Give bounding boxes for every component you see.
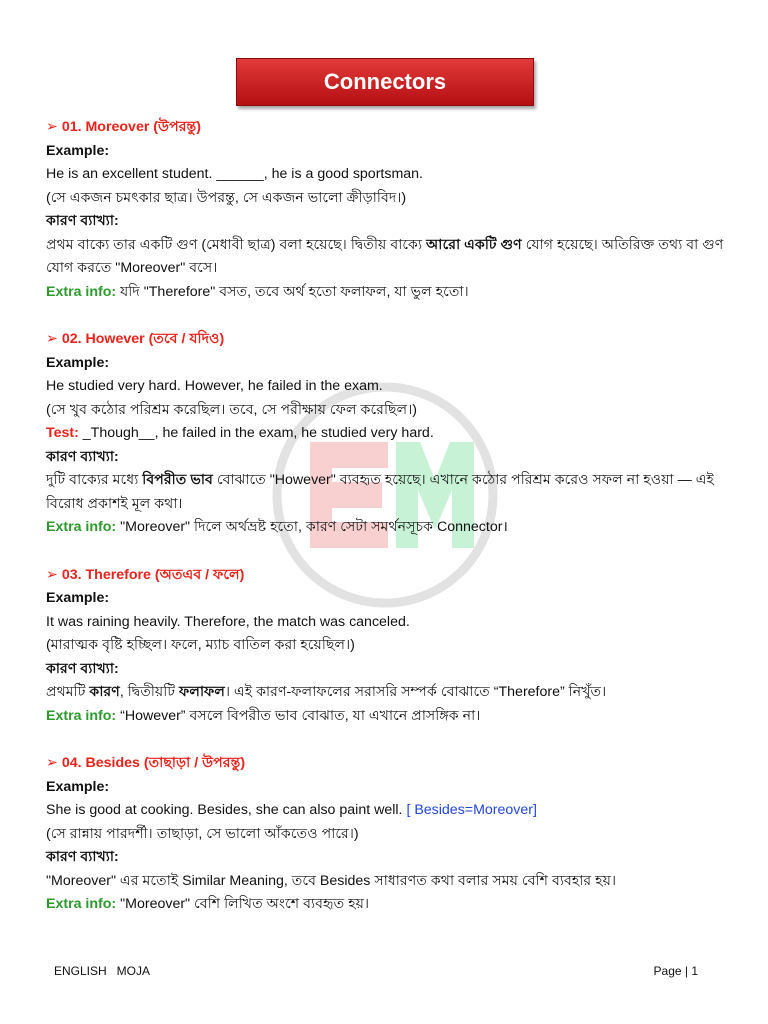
page-title: Connectors [236, 58, 534, 106]
reason-text [46, 681, 736, 705]
section-heading: ➢ 01. Moreover (উপরন্তু) [46, 119, 202, 135]
section-therefore [46, 564, 736, 729]
reason-text-part: যোগ হয়েছে। অতিরিক্ত তথ্য বা গুণ যোগ করতে "Moreover" বসে। [46, 236, 724, 276]
section-however [46, 328, 736, 540]
reason-label: কারণ ব্যাখ্যা: [46, 849, 119, 865]
reason-text-part: প্রথমটি [46, 684, 90, 700]
reason-label: কারণ ব্যাখ্যা: [46, 448, 119, 465]
reason-emphasis: বিপরীত ভাব [142, 472, 213, 488]
example-label: Example: [46, 590, 110, 606]
example-bengali: (সে রান্নায় পারদর্শী। তাছাড়া, সে ভালো আঁকতেও পারে।) [46, 825, 359, 842]
reason-label: কারণ ব্যাখ্যা: [46, 660, 119, 677]
document-body [46, 116, 736, 941]
extra-info-text: "Moreover" বেশি লিখিত অংশে ব্যবহৃত হয়। [116, 896, 370, 912]
reason-text [46, 234, 736, 281]
extra-info-label: Extra info: [46, 707, 117, 724]
page-number: Page | 1 [653, 964, 698, 978]
example-bengali: (সে খুব কঠোর পরিশ্রম করেছিল। তবে, সে পরীক্ষায় ফেল করেছিল।) [46, 401, 418, 418]
reason-emphasis: কারণ [89, 684, 120, 700]
example-note: [ Besides=Moreover] [406, 802, 537, 818]
extra-info-text: যদি "Therefore" বসত, তবে অর্থ হতো ফলাফল, যা ভুল হতো। [116, 283, 469, 300]
test-label: Test: [46, 425, 79, 441]
extra-info [46, 705, 736, 729]
reason-text-part: দুটি বাক্যের মধ্যে [46, 472, 143, 488]
extra-info-label: Extra info: [46, 283, 117, 300]
extra-info [46, 893, 736, 917]
section-heading: ➢ 03. Therefore (অতএব / ফলে) [46, 566, 245, 583]
extra-info [46, 516, 736, 540]
section-besides [46, 752, 736, 917]
reason-label: কারণ ব্যাখ্যা: [46, 213, 119, 229]
reason-text [46, 469, 736, 516]
example-bengali: (সে একজন চমৎকার ছাত্র। উপরন্তু, সে একজন ভালো ক্রীড়াবিদ।) [46, 189, 407, 206]
extra-info-text: “However” বসলে বিপরীত ভাব বোঝাত, যা এখানে প্রাসঙ্গিক না। [116, 707, 481, 724]
test-line [46, 422, 736, 446]
example-label: Example: [46, 354, 110, 371]
extra-info-text: "Moreover" দিলে অর্থভ্রষ্ট হতো, কারণ সেটা সমর্থনসূচক Connector। [116, 519, 508, 535]
example-bengali: (মারাত্মক বৃষ্টি হচ্ছিল। ফলে, ম্যাচ বাতিল করা হয়েছিল।) [46, 637, 355, 653]
reason-text-part: । এই কারণ-ফলাফলের সরাসরি সম্পর্ক বোঝাতে “Therefore” নিখুঁত। [225, 684, 607, 700]
example-english-text: She is good at cooking. Besides, she can also paint well. [46, 802, 407, 818]
reason-text-part: , দ্বিতীয়টি [119, 684, 179, 700]
reason-text: "Moreover" এর মতোই Similar Meaning, তবে Besides সাধারণত কথা বলার সময় বেশি ব্যবহার হয়। [46, 872, 617, 889]
example-english [46, 799, 736, 823]
reason-emphasis: আরো একটি গুণ [426, 236, 522, 253]
example-english: He is an excellent student. ______, he is a good sportsman. [46, 166, 423, 182]
example-label: Example: [46, 778, 110, 795]
reason-emphasis: ফলাফল [179, 684, 225, 700]
extra-info [46, 281, 736, 305]
section-moreover [46, 116, 736, 304]
example-english: He studied very hard. However, he failed in the exam. [46, 378, 383, 394]
reason-text-part: বোঝাতে "However" ব্যবহৃত হয়েছে। এখানে কঠোর পরিশ্রম করেও সফল না হওয়া — এই বিরোধ প্রকাশই মূল কথা। [46, 472, 714, 512]
example-english: It was raining heavily. Therefore, the match was canceled. [46, 613, 410, 630]
test-text: _Though__, he failed in the exam, he studied very hard. [78, 425, 434, 441]
footer-brand: ENGLISH MOJA [54, 964, 151, 978]
section-heading: ➢ 04. Besides (তাছাড়া / উপরন্তু) [46, 755, 246, 771]
example-label: Example: [46, 142, 110, 159]
extra-info-label: Extra info: [46, 896, 117, 912]
section-heading: ➢ 02. However (তবে / যদিও) [46, 331, 225, 347]
extra-info-label: Extra info: [46, 519, 117, 535]
reason-text-part: প্রথম বাক্যে তার একটি গুণ (মেধাবী ছাত্র) বলা হয়েছে। দ্বিতীয় বাক্যে [46, 236, 427, 253]
